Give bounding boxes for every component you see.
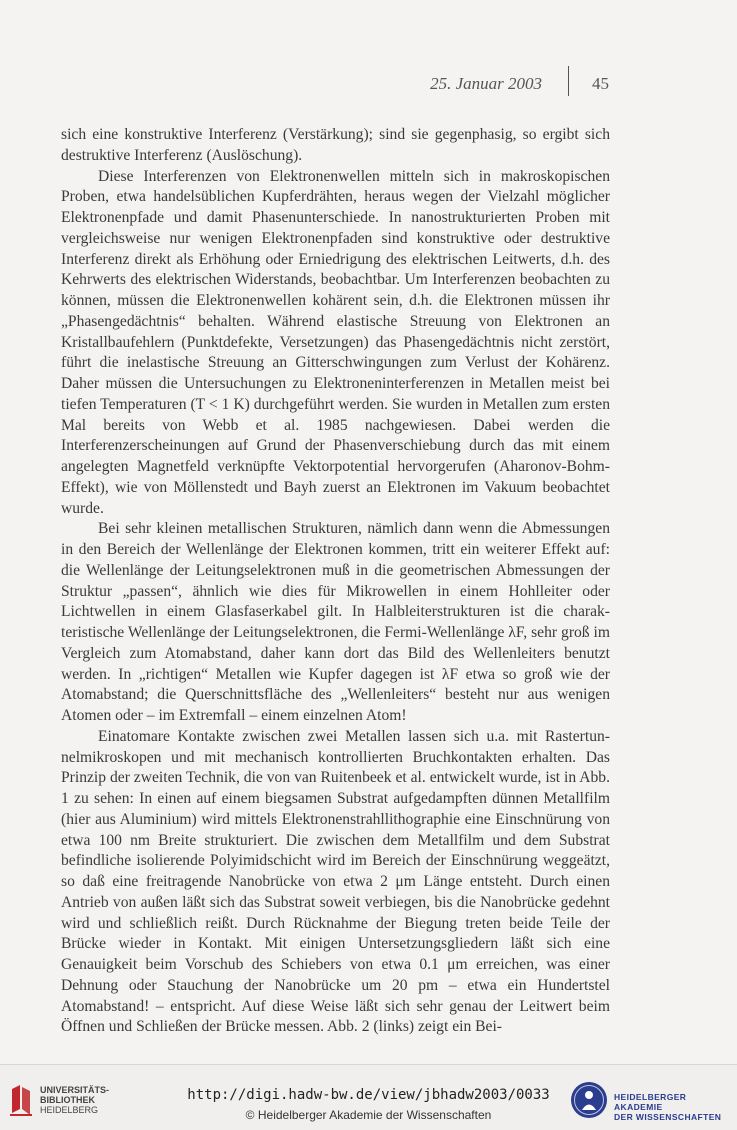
copyright-notice: © Heidelberger Akademie der Wissenschaften <box>245 1108 492 1122</box>
paragraph-2: Diese Interferenzen von Elektronenwellen mitteln sich in makroskopischen Proben, etwa handelsüblichen Kupferdrähten, heraus wegen der Vielzahl möglicher Elektronenpfade und damit Phasenunterschiede. In nanostrukturierten Proben mit vergleichsweise nur wenigen Elektronenpfaden sind konstruktive oder destruktive Interferenz direkt als Erhöhung oder Erniedrigung des elektrischen Leitwerts, d.h. des Kehrwerts des elektrischen Widerstands, beobachtbar. Um Interferenzen beobachten zu können, müssen die Elektronenwellen kohärent sein, d.h. die Elektronen müssen ihr „Phasengedächtnis“ behalten. Während elastische Streuung von Elektronen an Kristallbaufehlern (Punktdefekte, Versetzungen) das Phasengedächtnis nicht zerstört, führt die inelastische Streuung an Gitterschwingungen zum Verlust der Kohärenz. Daher müssen die Untersuchungen zu Elektroneninterferenzen in Metallen meist bei tiefen Temperaturen (T < 1 K) durchgeführt werden. Sie wurden in Metallen zum ersten Mal bereits von Webb et al. 1985 nachgewiesen. Dabei werden die Interferenzerscheinungen auf Grund der Phasenverschiebung durch das mit einem angelegten Magnetfeld verknüpfte Vektorpotential hervorgerufen (Aharonov-Bohm-Effekt), wie von Möllenstedt und Bayh zuerst an Elektronen im Vakuum beobachtet wurde. <box>61 167 610 517</box>
academy-seal-icon[interactable] <box>570 1081 608 1119</box>
paragraph-3: Bei sehr kleinen metallischen Strukturen, nämlich dann wenn die Abmessungen in den Bereich der Wellenlänge der Elektronen kommen, tritt ein weiterer Effekt auf: die Wellenlänge der Leitungselektronen muß in die geometrischen Abmessungen der Struktur „passen“, ähnlich wie dies für Mikrowellen in einem Hohlleiter oder Lichtwellen in einem Glasfaserkabel gilt. In Halbleiterstrukturen ist die charakteristische Wellenlänge der Leitungselektronen, die Fermi-Wellenlänge λF, sehr groß im Vergleich zum Atomabstand, daher kann dort das Bild des Wellenleiters benutzt werden. In „richtigen“ Metallen wie Kupfer dagegen ist λF etwa so groß wie der Atomabstand; die Querschnittsfläche des „Wellenleiters“ besteht nur aus wenigen Atomen oder – im Extremfall – einem einzelnen Atom! <box>61 520 610 724</box>
academy-name-line-2: DER WISSENSCHAFTEN <box>614 1112 722 1122</box>
header-date: 25. Januar 2003 <box>430 74 542 93</box>
paragraph-4: Einatomare Kontakte zwischen zwei Metallen lassen sich u.a. mit Rastertunnelmikroskopen und mit mechanisch kontrollierten Bruchkontakten erhalten. Das Prinzip der zweiten Technik, die von van Ruitenbeek et al. entwickelt wurde, ist in Abb. 1 zu sehen: In einen auf einem biegsamen Substrat aufgedampften dünnen Metallfilm (hier aus Aluminium) wird mittels Elektronenstrahllithographie eine Einschnürung von etwa 100 nm Breite strukturiert. Die zwischen dem Metallfilm und dem Substrat befindliche isolierende Polyimidschicht wird im Bereich der Einschnürung weggeätzt, so daß eine freitragende Nanobrücke von etwa 2 μm Länge entsteht. Durch einen Antrieb von außen läßt sich das Substrat soweit verbiegen, bis die Nanobrücke gedehnt wird und schließlich reißt. Durch Rücknahme der Biegung treten beide Teile der Brücke wieder in Kontakt. Mit einigen Untersetzungsgliedern läßt sich eine Genauigkeit beim Vorschub des Schiebers von etwa 0.1 μm erreichen, was einer Dehnung oder Stauchung der Nanobrücke um 20 pm – etwa ein Hundertstel Atomabstand! – entspricht. Auf diese Weise läßt sich sehr genau der Leitwert beim Öffnen und Schließen der Brücke messen. Abb. 2 (links) zeigt ein Bei- <box>61 727 610 1036</box>
library-name-line-2: BIBLIOTHEK <box>40 1095 95 1105</box>
viewer-footer <box>0 1064 737 1130</box>
academy-name[interactable] <box>614 1092 737 1122</box>
running-header <box>0 74 737 96</box>
body-text <box>61 125 610 1038</box>
paragraph-1: sich eine konstruktive Interferenz (Verstärkung); sind sie gegenphasig, so ergibt sich destruktive Interferenz (Auslöschung). <box>61 126 610 164</box>
page-number: 45 <box>592 74 609 93</box>
library-name-line-1: UNIVERSITÄTS- <box>40 1085 110 1095</box>
academy-name-line-1: HEIDELBERGER AKADEMIE <box>614 1092 687 1112</box>
permalink-url[interactable]: http://digi.hadw-bw.de/view/jbhadw2003/0033 <box>187 1087 550 1103</box>
header-divider <box>568 66 569 96</box>
library-name-line-3: HEIDELBERG <box>40 1105 99 1115</box>
